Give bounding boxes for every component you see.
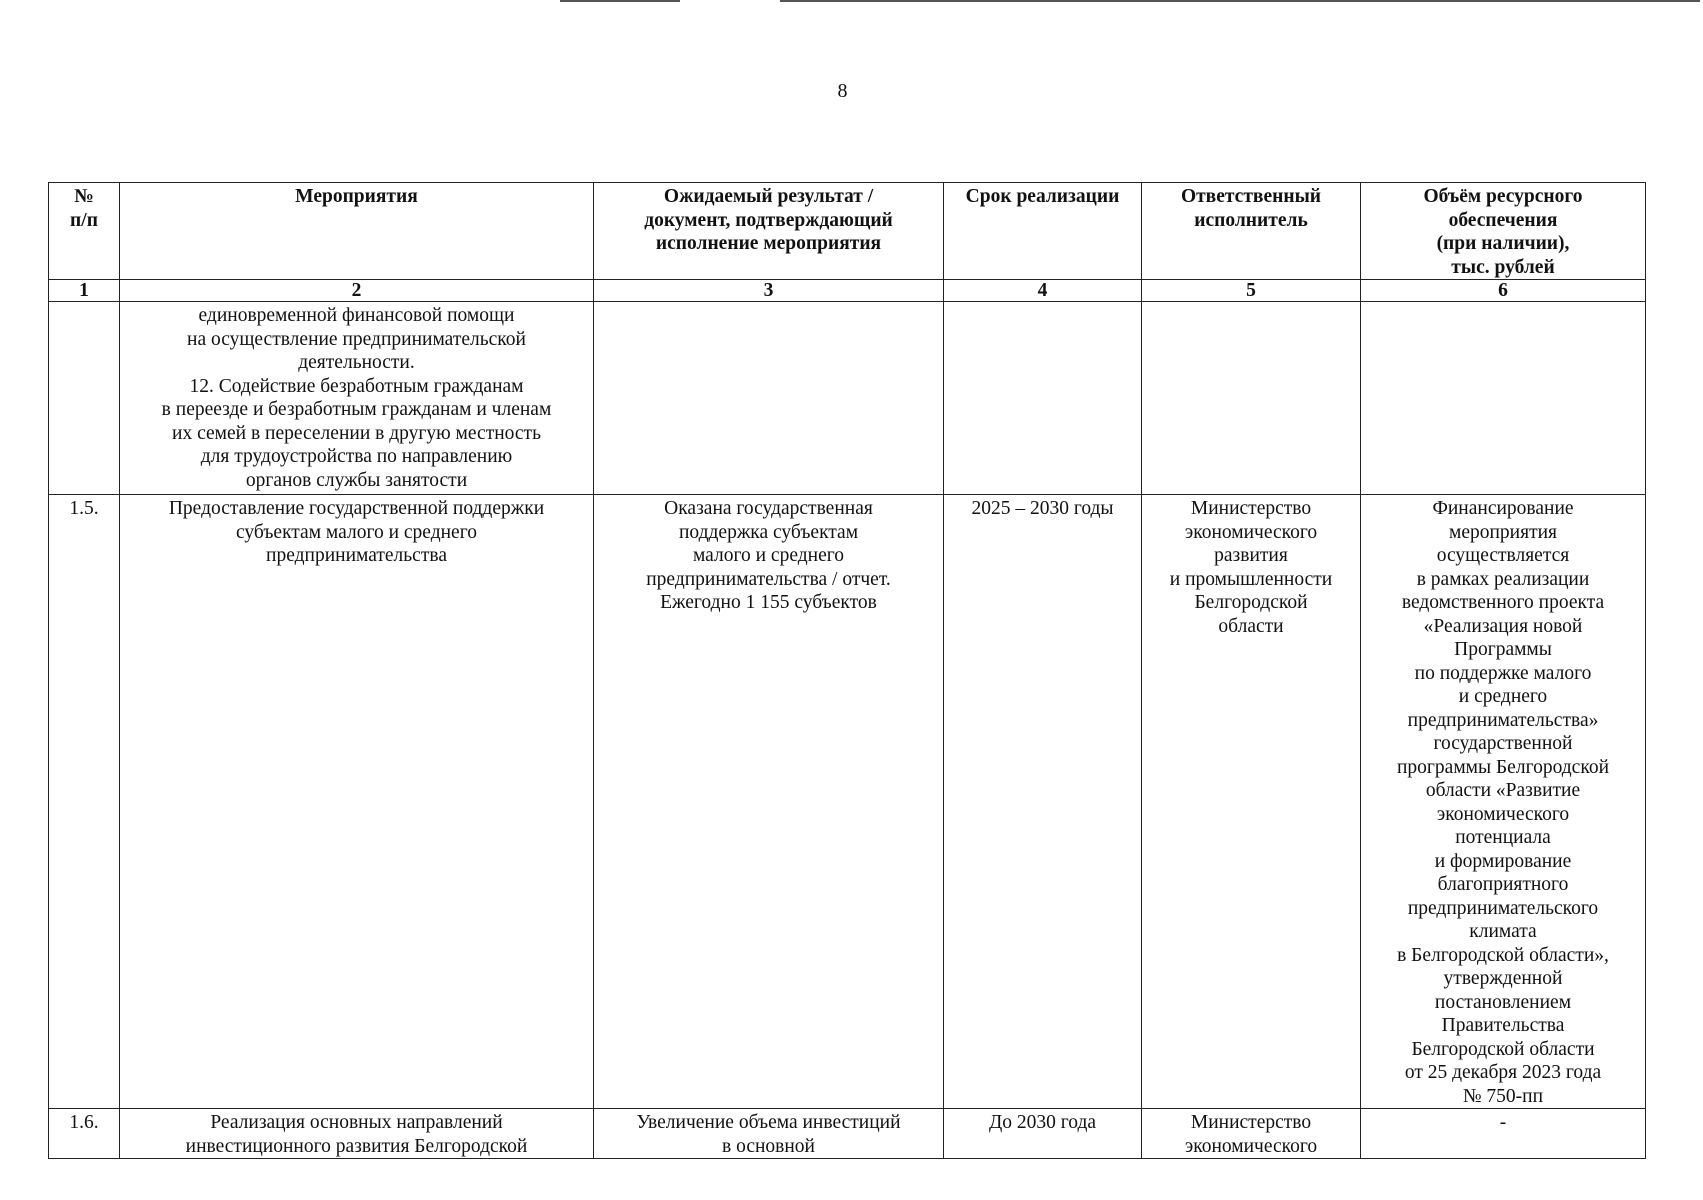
row-number: 1.6. [49,1109,120,1159]
table-row [49,1109,1646,1159]
result-cell: Увеличение объема инвестиций в основной [594,1109,944,1159]
header-term: Срок реализации [944,183,1142,280]
resources-cell [1361,302,1646,495]
page-number: 8 [837,80,848,102]
executor-cell: Министерство экономического развития и промышленности Белгородской области [1142,495,1361,1109]
result-cell: Оказана государственная поддержка субъектам малого и среднего предпринимательства / отчет. Ежегодно 1 155 субъектов [594,495,944,1109]
row-number: 1.5. [49,495,120,1109]
table-row [49,495,1646,1109]
column-number: 2 [120,280,594,302]
activity-cell: Предоставление государственной поддержки субъектам малого и среднего предпринимательства [120,495,594,1109]
term-cell [944,302,1142,495]
resources-cell: Финансирование мероприятия осуществляется в рамках реализации ведомственного проекта «Реализация новой Программы по поддержке малого и среднего предпринимательства» государственной программы Белгородской области «Развитие экономического потенциала и формирование благоприятного предпринимательского климата в Белгородской области», утвержденной постановлением Правительства Белгородской области от 25 декабря 2023 года № 750-пп [1361,495,1646,1109]
column-number: 1 [49,280,120,302]
column-number: 6 [1361,280,1646,302]
header-expected-result: Ожидаемый результат / документ, подтверждающий исполнение мероприятия [594,183,944,280]
term-cell: 2025 – 2030 годы [944,495,1142,1109]
header-resources: Объём ресурсного обеспечения (при наличии), тыс. рублей [1361,183,1646,280]
column-number: 5 [1142,280,1361,302]
executor-cell [1142,302,1361,495]
scan-edge-line [560,0,680,2]
resources-cell: - [1361,1109,1646,1159]
header-number: № п/п [49,183,120,280]
column-number: 4 [944,280,1142,302]
header-row [49,183,1646,280]
column-number: 3 [594,280,944,302]
term-cell: До 2030 года [944,1109,1142,1159]
scan-edge-line [780,0,1700,2]
activity-cell: единовременной финансовой помощи на осуществление предпринимательской деятельности. 12. Содействие безработным гражданам в переезде и безработным гражданам и членам их семей в переселении в другую местность для трудоустройства по направлению органов службы занятости [120,302,594,495]
executor-cell: Министерство экономического [1142,1109,1361,1159]
table-row-continuation [49,302,1646,495]
activity-cell: Реализация основных направлений инвестиционного развития Белгородской [120,1109,594,1159]
activities-table [48,182,1646,1159]
column-number-row [49,280,1646,302]
row-number [49,302,120,495]
header-executor: Ответственный исполнитель [1142,183,1361,280]
result-cell [594,302,944,495]
header-activities: Мероприятия [120,183,594,280]
